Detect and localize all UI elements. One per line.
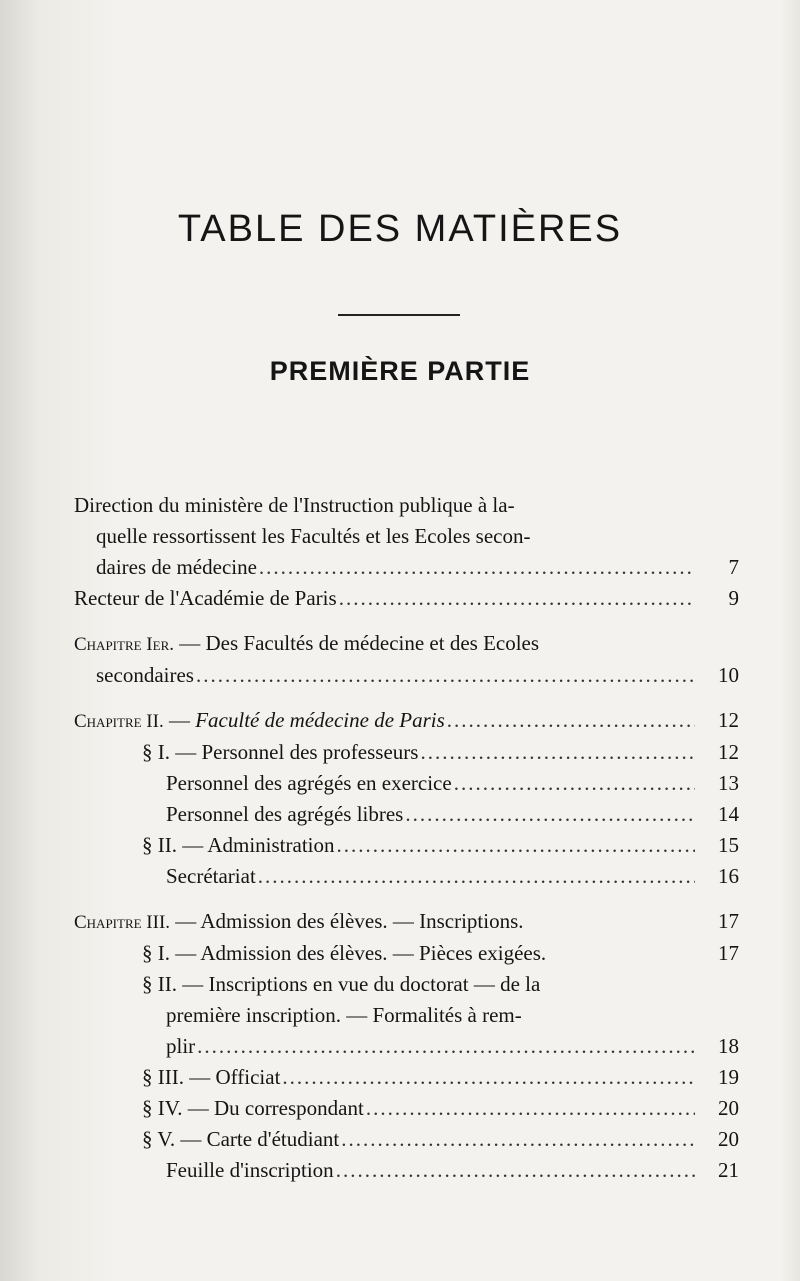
page-title: TABLE DES MATIÈRES bbox=[177, 208, 623, 250]
toc-page-number: 18 bbox=[718, 1034, 739, 1058]
toc-text: Recteur de l'Académie de Paris bbox=[74, 586, 337, 610]
chapter-title: — Des Facultés de médecine et des Ecoles bbox=[174, 631, 540, 655]
toc-text: § II. — Administration bbox=[142, 833, 335, 857]
toc-page-number: 17 bbox=[718, 909, 739, 933]
toc-page-number: 16 bbox=[718, 864, 739, 888]
toc-page-number: 13 bbox=[718, 771, 739, 795]
toc-section bbox=[74, 969, 739, 1062]
toc-page-number: 17 bbox=[718, 941, 739, 965]
toc-text: Feuille d'inscription bbox=[166, 1158, 334, 1182]
toc-page-number: 7 bbox=[728, 555, 739, 579]
toc-entry-recteur bbox=[74, 583, 739, 614]
toc-page-number: 19 bbox=[718, 1065, 739, 1089]
toc-entry-direction bbox=[74, 490, 739, 583]
toc-subsection bbox=[74, 799, 739, 830]
toc-page-number: 21 bbox=[718, 1158, 739, 1182]
dot-leader bbox=[336, 1155, 695, 1186]
toc-subsection bbox=[74, 768, 739, 799]
toc-subsection bbox=[74, 1155, 739, 1186]
toc-page-number: 20 bbox=[718, 1127, 739, 1151]
chapter-label: Chapitre Ier. bbox=[74, 634, 174, 655]
toc-chapter-2 bbox=[74, 705, 739, 892]
toc-section bbox=[74, 1124, 739, 1155]
toc-text: Secrétariat bbox=[166, 864, 256, 888]
table-of-contents bbox=[74, 490, 739, 1186]
toc-text: Personnel des agrégés en exercice bbox=[166, 771, 452, 795]
toc-page-number: 20 bbox=[718, 1096, 739, 1120]
toc-text: Personnel des agrégés libres bbox=[166, 802, 404, 826]
toc-chapter-3 bbox=[74, 906, 739, 1186]
toc-section bbox=[74, 737, 739, 768]
chapter-label: Chapitre II. bbox=[74, 711, 164, 732]
toc-section bbox=[74, 1093, 739, 1124]
dot-leader bbox=[447, 705, 695, 736]
toc-page-number: 12 bbox=[718, 708, 739, 732]
toc-section bbox=[74, 1062, 739, 1093]
toc-chapter-1 bbox=[74, 628, 739, 691]
dot-leader bbox=[341, 1124, 695, 1155]
chapter-label: Chapitre III. bbox=[74, 912, 171, 933]
toc-text: § I. — Personnel des professeurs bbox=[142, 740, 419, 764]
dot-leader bbox=[196, 660, 695, 691]
toc-text: daires de médecine bbox=[96, 555, 257, 579]
dot-leader bbox=[197, 1031, 695, 1062]
toc-text: première inscription. — Formalités à rem- bbox=[166, 1003, 522, 1027]
chapter-dash: — bbox=[163, 708, 196, 732]
chapter-title: Faculté de médecine de Paris bbox=[195, 708, 445, 732]
toc-page-number: 9 bbox=[728, 586, 739, 610]
toc-page-number: 15 bbox=[718, 833, 739, 857]
dot-leader bbox=[339, 583, 695, 614]
toc-section bbox=[74, 830, 739, 861]
chapter-title: — Admission des élèves. — Inscriptions. bbox=[170, 909, 524, 933]
toc-text: Direction du ministère de l'Instruction publique à la- bbox=[74, 493, 515, 517]
toc-section bbox=[74, 938, 739, 969]
toc-page-number: 14 bbox=[718, 802, 739, 826]
dot-leader bbox=[282, 1062, 695, 1093]
title-divider bbox=[338, 314, 460, 316]
dot-leader bbox=[337, 830, 696, 861]
chapter-title: secondaires bbox=[96, 663, 194, 687]
toc-text: quelle ressortissent les Facultés et les Ecoles secon- bbox=[96, 524, 531, 548]
dot-leader bbox=[420, 737, 695, 768]
toc-text: § I. — Admission des élèves. — Pièces exigées. bbox=[142, 941, 547, 965]
toc-text: § IV. — Du correspondant bbox=[142, 1096, 364, 1120]
toc-page-number: 12 bbox=[718, 740, 739, 764]
toc-subsection bbox=[74, 861, 739, 892]
toc-page-number: 10 bbox=[718, 663, 739, 687]
toc-text: § V. — Carte d'étudiant bbox=[142, 1127, 340, 1151]
dot-leader bbox=[405, 799, 695, 830]
toc-text: § II. — Inscriptions en vue du doctorat — de la bbox=[142, 972, 541, 996]
dot-leader bbox=[259, 552, 695, 583]
dot-leader bbox=[454, 768, 695, 799]
part-heading: PREMIÈRE PARTIE bbox=[269, 356, 531, 386]
dot-leader bbox=[258, 861, 695, 892]
toc-text: plir bbox=[166, 1034, 196, 1058]
toc-text: § III. — Officiat bbox=[142, 1065, 281, 1089]
dot-leader bbox=[366, 1093, 695, 1124]
